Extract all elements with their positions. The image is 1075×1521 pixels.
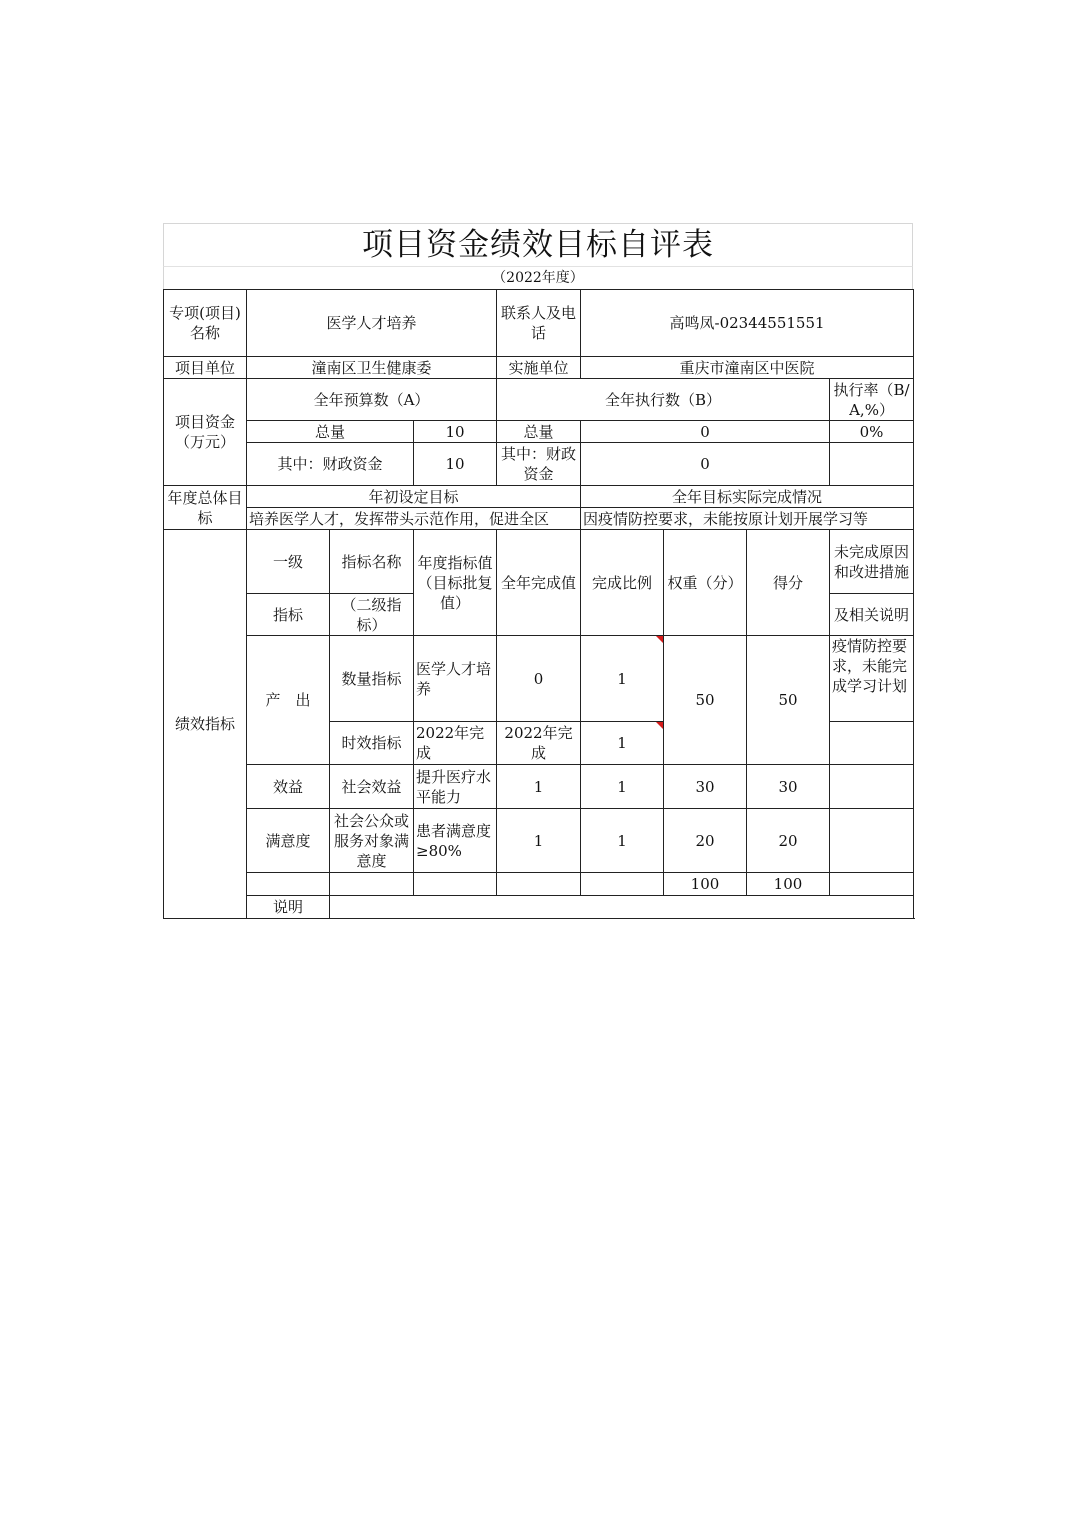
- row-reason-empty: [830, 722, 914, 765]
- funds-label: 项目资金（万元）: [164, 379, 247, 486]
- output-score: 50: [747, 636, 830, 765]
- output-weight: 50: [664, 636, 747, 765]
- indicator-name-header-b: （二级指标）: [330, 594, 414, 636]
- row-ratio: 1: [581, 809, 664, 873]
- total-empty: [830, 873, 914, 896]
- row-done: 1: [497, 809, 581, 873]
- contact-value: 高鸣凤-02344551551: [581, 290, 914, 357]
- total-empty: [581, 873, 664, 896]
- budget-fiscal-label: 其中：财政资金: [247, 443, 414, 486]
- perf-label: 绩效指标: [164, 530, 247, 919]
- row-reason-empty: [830, 809, 914, 873]
- row-target: 2022年完成: [414, 722, 497, 765]
- row-target: 患者满意度≥80%: [414, 809, 497, 873]
- note-value: [330, 896, 914, 919]
- self-evaluation-form: [163, 223, 913, 919]
- impl-value: 重庆市潼南区中医院: [581, 357, 914, 379]
- budget-fiscal: 10: [414, 443, 497, 486]
- row-name: 社会公众或服务对象满意度: [330, 809, 414, 873]
- reason-header-b: 及相关说明: [830, 594, 914, 636]
- row-done: 2022年完成: [497, 722, 581, 765]
- level1-header-b: 指标: [247, 594, 330, 636]
- rate-header: 执行率（B/A,%）: [830, 379, 914, 421]
- row-level1: 效益: [247, 765, 330, 809]
- total-score: 100: [747, 873, 830, 896]
- row-reason: 疫情防控要求，未能完成学习计划: [830, 636, 914, 722]
- indicator-name-header: 指标名称: [330, 530, 414, 594]
- exec-fiscal-label: 其中：财政资金: [497, 443, 581, 486]
- done-header: 全年完成值: [497, 530, 581, 636]
- evaluation-table: [163, 289, 914, 919]
- row-score: 30: [747, 765, 830, 809]
- budget-header: 全年预算数（A）: [247, 379, 497, 421]
- unit-value: 潼南区卫生健康委: [247, 357, 497, 379]
- budget-total: 10: [414, 421, 497, 443]
- project-name: 医学人才培养: [247, 290, 497, 357]
- reason-header: 未完成原因和改进措施: [830, 530, 914, 594]
- rate-value: 0%: [830, 421, 914, 443]
- level1-header: 一级: [247, 530, 330, 594]
- output-label: 产 出: [247, 636, 330, 765]
- row-name: 社会效益: [330, 765, 414, 809]
- total-empty: [414, 873, 497, 896]
- total-empty: [330, 873, 414, 896]
- row-target: 提升医疗水平能力: [414, 765, 497, 809]
- unit-label: 项目单位: [164, 357, 247, 379]
- goal-label: 年度总体目标: [164, 486, 247, 530]
- exec-header: 全年执行数（B）: [497, 379, 830, 421]
- ratio-header: 完成比例: [581, 530, 664, 636]
- row-weight: 30: [664, 765, 747, 809]
- exec-fiscal: 0: [581, 443, 830, 486]
- goal-actual-text: 因疫情防控要求，未能按原计划开展学习等: [581, 508, 914, 530]
- goal-actual-header: 全年目标实际完成情况: [581, 486, 914, 508]
- row-done: 0: [497, 636, 581, 722]
- score-header: 得分: [747, 530, 830, 636]
- row-weight: 20: [664, 809, 747, 873]
- total-weight: 100: [664, 873, 747, 896]
- note-label: 说明: [247, 896, 330, 919]
- row-ratio: 1: [581, 765, 664, 809]
- row-done: 1: [497, 765, 581, 809]
- form-title: 项目资金绩效目标自评表: [163, 223, 913, 266]
- exec-total: 0: [581, 421, 830, 443]
- row-name: 时效指标: [330, 722, 414, 765]
- exec-total-label: 总量: [497, 421, 581, 443]
- row-ratio: 1: [581, 722, 664, 765]
- goal-set-text: 培养医学人才，发挥带头示范作用，促进全区: [247, 508, 581, 530]
- row-name: 数量指标: [330, 636, 414, 722]
- contact-label: 联系人及电话: [497, 290, 581, 357]
- row-level1: 满意度: [247, 809, 330, 873]
- row-ratio: 1: [581, 636, 664, 722]
- row-target: 医学人才培养: [414, 636, 497, 722]
- project-name-label: 专项(项目)名称: [164, 290, 247, 357]
- rate-fiscal-empty: [830, 443, 914, 486]
- total-empty: [497, 873, 581, 896]
- target-header: 年度指标值（目标批复值）: [414, 530, 497, 636]
- goal-set-header: 年初设定目标: [247, 486, 581, 508]
- weight-header: 权重（分）: [664, 530, 747, 636]
- total-empty: [247, 873, 330, 896]
- impl-label: 实施单位: [497, 357, 581, 379]
- row-score: 20: [747, 809, 830, 873]
- budget-total-label: 总量: [247, 421, 414, 443]
- form-year: （2022年度）: [163, 266, 913, 289]
- row-reason-empty: [830, 765, 914, 809]
